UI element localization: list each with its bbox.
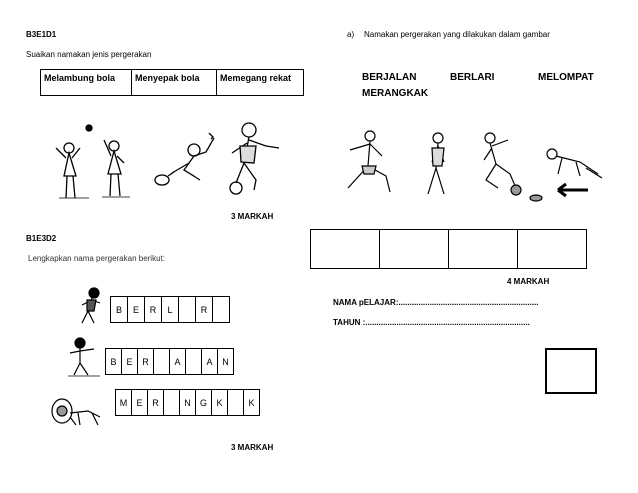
answer-box[interactable] (517, 229, 587, 269)
letter-cell[interactable]: B (110, 296, 128, 323)
letter-cell[interactable]: R (144, 296, 162, 323)
letter-cell[interactable]: K (211, 389, 228, 416)
marks-section2: 3 MARKAH (231, 443, 274, 452)
answer-berlari: BERLARI (450, 72, 495, 83)
word-puzzle-2 (106, 348, 234, 375)
letter-cell[interactable]: E (127, 296, 145, 323)
letter-cell[interactable]: A (169, 348, 186, 375)
year-field[interactable]: TAHUN :.......................................................................... (333, 318, 530, 327)
letter-cell[interactable] (212, 296, 230, 323)
walking-kid-illustration (64, 337, 104, 379)
marks-section3: 4 MARKAH (507, 277, 550, 286)
letter-cell[interactable]: N (217, 348, 234, 375)
letter-cell[interactable]: R (137, 348, 154, 375)
letter-cell[interactable]: E (131, 389, 148, 416)
question-text: Namakan pergerakan yang dilakukan dalam gambar (364, 30, 550, 39)
student-name-field[interactable]: NAMA pELAJAR:............................................................... (333, 298, 539, 307)
answer-box[interactable] (379, 229, 449, 269)
children-ball-illustration (44, 118, 294, 203)
answer-merangkak: MERANGKAK (362, 88, 429, 99)
answer-berjalan: BERJALAN (362, 72, 417, 83)
answer-boxes (311, 229, 587, 269)
option-cell: Menyepak bola (132, 70, 217, 96)
score-box (545, 348, 597, 394)
letter-cell[interactable] (227, 389, 244, 416)
letter-cell[interactable] (185, 348, 202, 375)
marks-section1: 3 MARKAH (231, 212, 274, 221)
letter-cell[interactable]: R (147, 389, 164, 416)
instruction-complete: Lengkapkan nama pergerakan berikut: (28, 254, 165, 263)
crawling-kid-illustration (48, 393, 108, 429)
letter-cell[interactable]: R (195, 296, 213, 323)
section-code-b1e3d2: B1E3D2 (26, 234, 57, 243)
instruction-match: Suaikan namakan jenis pergerakan (26, 50, 152, 59)
letter-cell[interactable]: N (179, 389, 196, 416)
answer-box[interactable] (448, 229, 518, 269)
letter-cell[interactable]: B (105, 348, 122, 375)
word-puzzle-3 (116, 389, 260, 416)
letter-cell[interactable]: G (195, 389, 212, 416)
answer-melompat: MELOMPAT (538, 72, 594, 83)
letter-cell[interactable]: A (201, 348, 218, 375)
word-puzzle-1 (111, 296, 230, 323)
question-label: a) (347, 30, 355, 39)
options-table (40, 69, 304, 96)
running-kid-illustration (74, 287, 108, 327)
letter-cell[interactable]: E (121, 348, 138, 375)
letter-cell[interactable]: K (243, 389, 260, 416)
option-cell: Melambung bola (41, 70, 132, 96)
letter-cell[interactable]: M (115, 389, 132, 416)
letter-cell[interactable] (163, 389, 180, 416)
letter-cell[interactable]: L (161, 296, 179, 323)
answer-box[interactable] (310, 229, 380, 269)
section-code-b3e1d1: B3E1D1 (26, 30, 57, 39)
letter-cell[interactable] (178, 296, 196, 323)
option-cell: Memegang rekat (217, 70, 304, 96)
letter-cell[interactable] (153, 348, 170, 375)
movement-illustrations (340, 128, 610, 208)
